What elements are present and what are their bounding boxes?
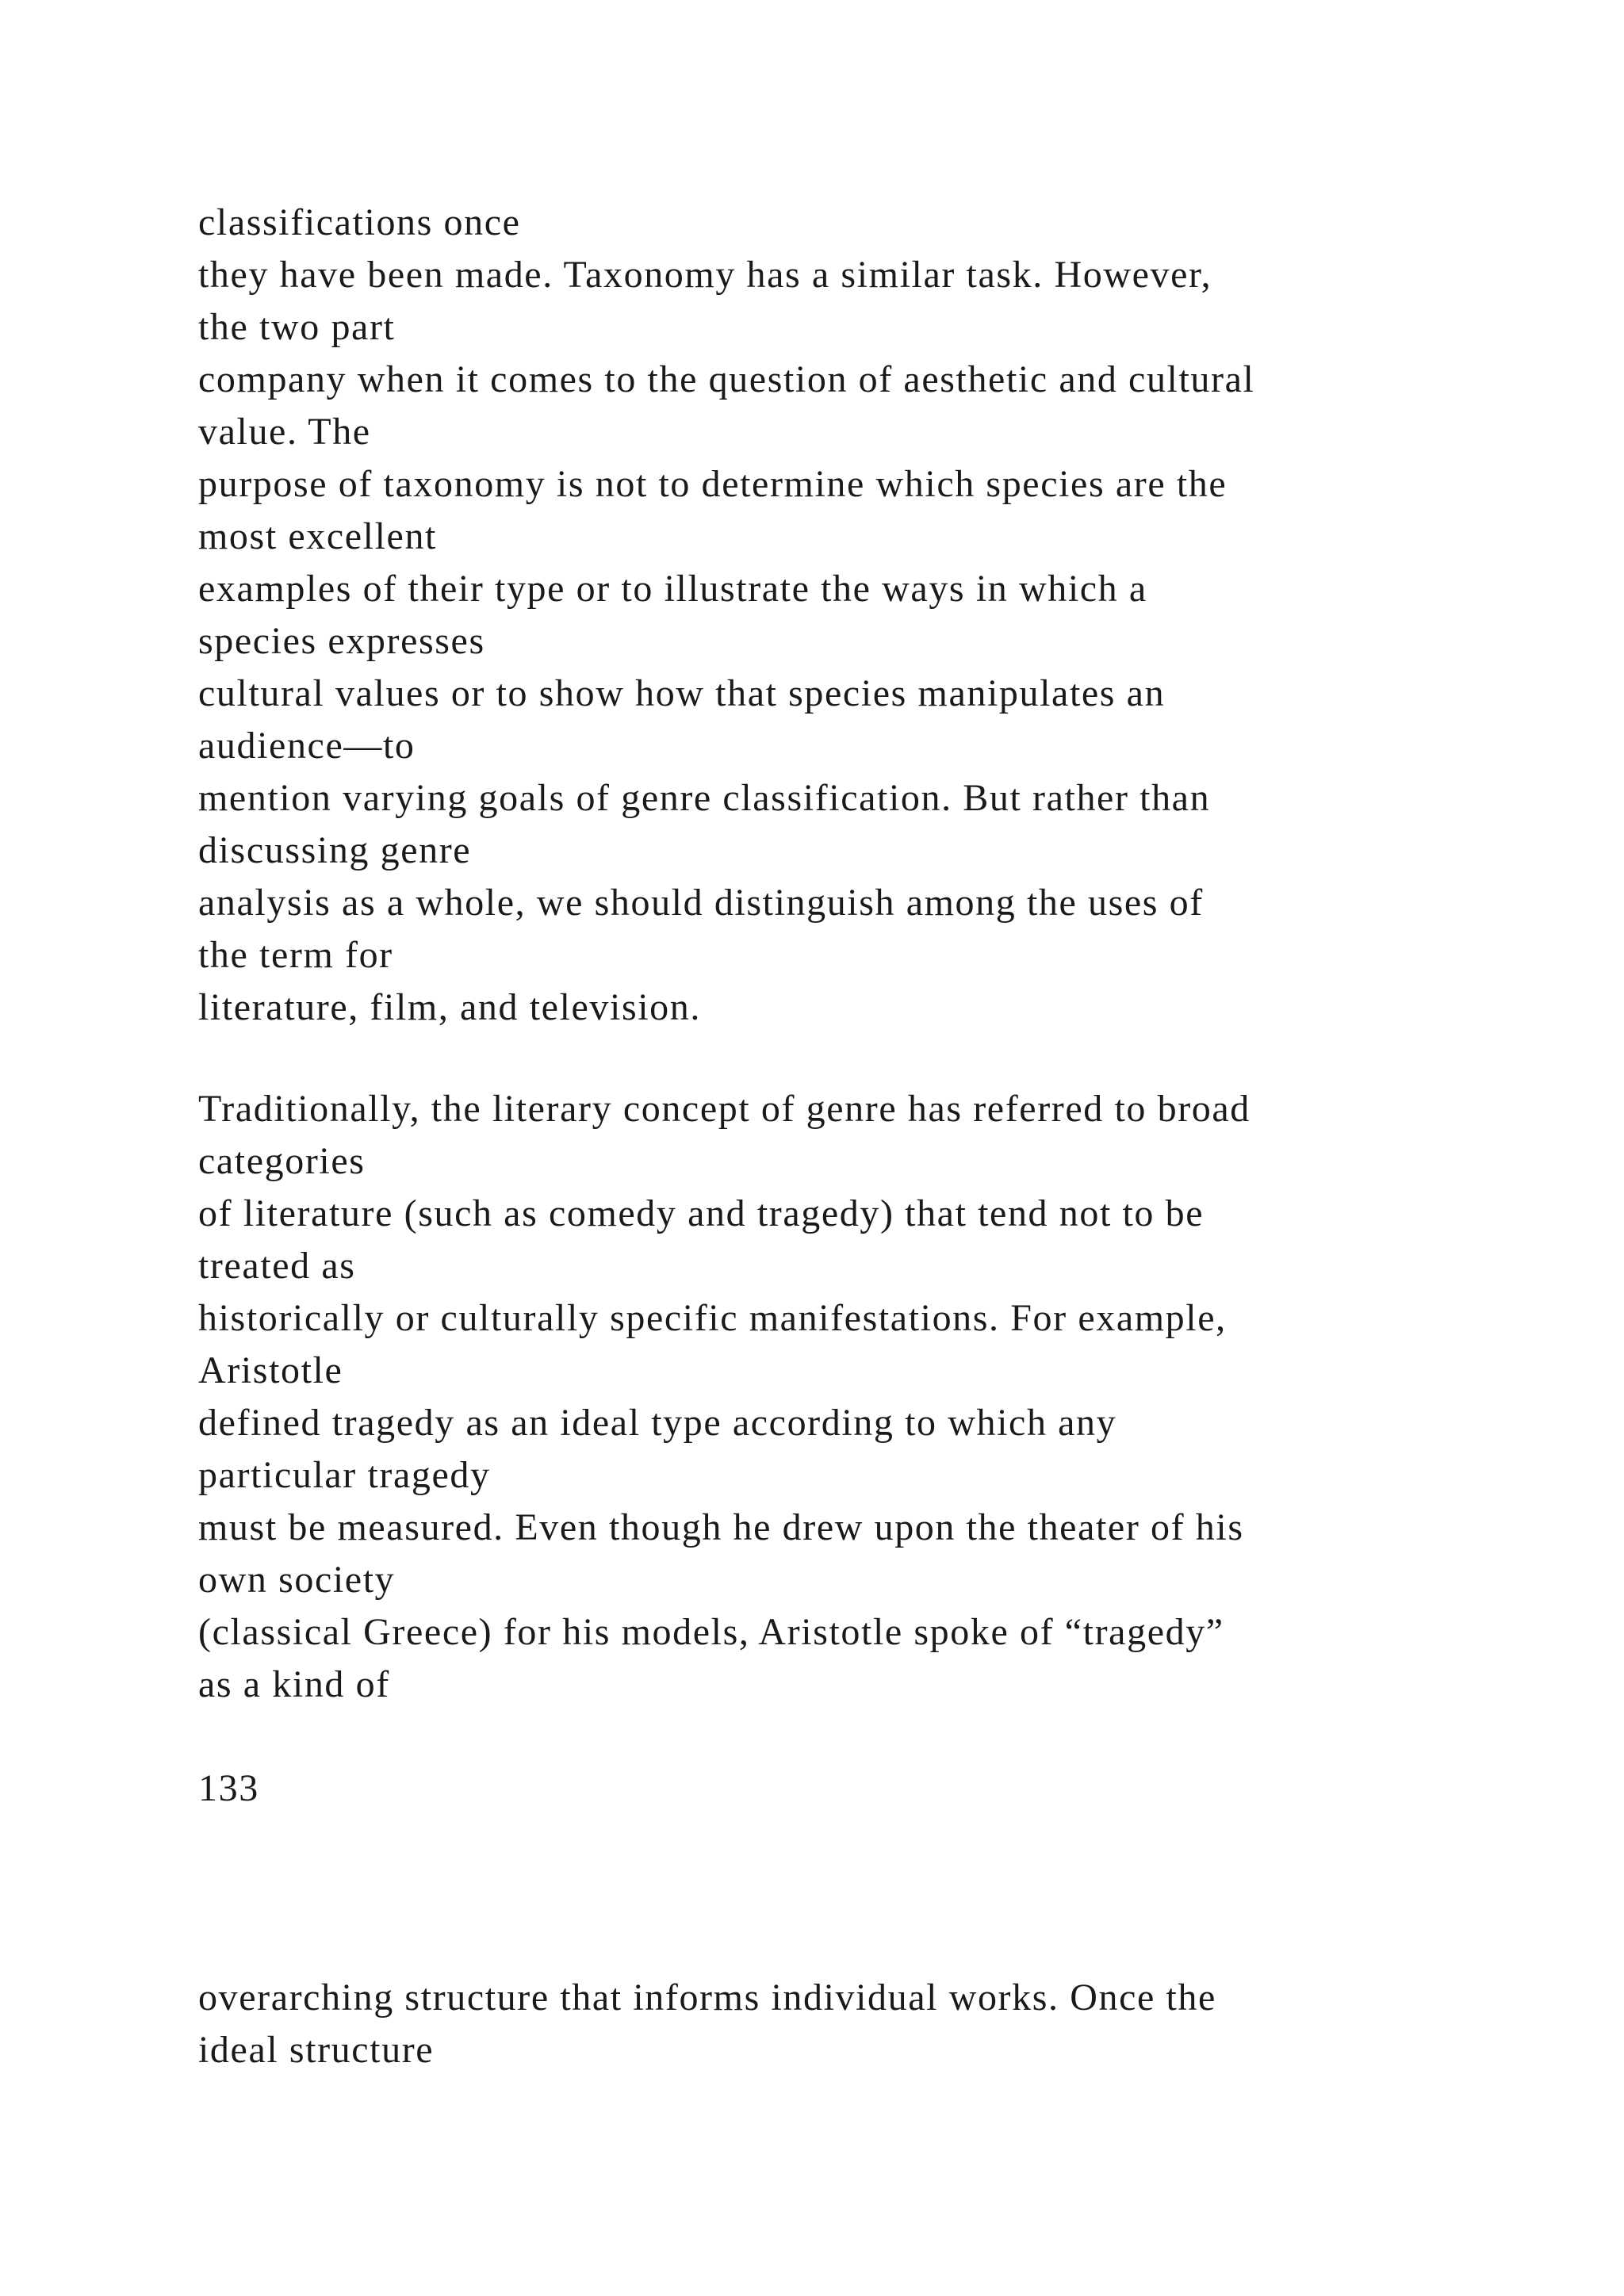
text-line: examples of their type or to illustrate the ways in which a [198, 568, 1147, 610]
text-line: historically or culturally specific manifestations. For example, [198, 1297, 1227, 1339]
text-line: (classical Greece) for his models, Aristotle spoke of “tragedy” [198, 1611, 1224, 1653]
paragraph-3 [198, 1972, 1507, 2076]
text-line: particular tragedy [198, 1454, 491, 1496]
text-line: literature, film, and television. [198, 986, 701, 1028]
text-line: of literature (such as comedy and tragedy) that tend not to be [198, 1192, 1205, 1234]
text-line: ideal structure [198, 2029, 435, 2071]
text-line: Traditionally, the literary concept of genre has referred to broad [198, 1088, 1251, 1130]
text-line: species expresses [198, 620, 485, 662]
page-number [198, 1762, 1507, 1815]
text-line: as a kind of [198, 1663, 390, 1705]
text-line: overarching structure that informs individual works. Once the [198, 1976, 1216, 2019]
text-line: classifications once [198, 201, 521, 243]
text-line: treated as [198, 1245, 356, 1287]
text-line: Aristotle [198, 1349, 343, 1391]
text-line: purpose of taxonomy is not to determine which species are the [198, 463, 1228, 505]
page-number-text: 133 [198, 1767, 259, 1809]
paragraph-2 [198, 1083, 1507, 1711]
text-line: cultural values or to show how that species manipulates an [198, 672, 1166, 714]
text-line: must be measured. Even though he drew upon the theater of his [198, 1506, 1244, 1548]
paragraph-1 [198, 197, 1507, 1034]
text-line: value. The [198, 411, 371, 453]
text-line: defined tragedy as an ideal type according to which any [198, 1402, 1117, 1444]
text-line: own society [198, 1559, 396, 1601]
text-line: most excellent [198, 515, 437, 557]
text-line: categories [198, 1140, 366, 1182]
text-line: they have been made. Taxonomy has a similar task. However, [198, 254, 1212, 296]
text-line: the two part [198, 306, 396, 348]
text-line: audience—to [198, 725, 416, 767]
text-line: the term for [198, 934, 393, 976]
text-line: company when it comes to the question of aesthetic and cultural [198, 358, 1255, 400]
text-line: mention varying goals of genre classification. But rather than [198, 777, 1211, 819]
text-line: discussing genre [198, 829, 472, 871]
text-line: analysis as a whole, we should distinguish among the uses of [198, 882, 1204, 924]
